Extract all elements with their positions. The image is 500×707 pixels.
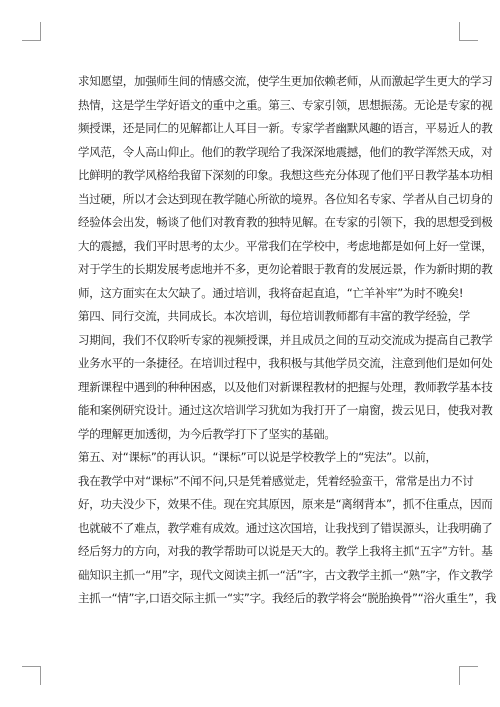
text-line: 师，这方面实在太欠缺了。通过培训，我将奋起直追，“亡羊补牢”为时不晚矣! [78,285,464,300]
text-line: 当过硬，所以才会达到现在教学随心所欲的境界。各位知名专家、学者从自己切身的 [78,191,493,206]
text-line: 习期间，我们不仅聆听专家的视频授课，并且成员之间的互动交流成为提高自己教学 [78,332,493,347]
text-line: 频授课，还是同仁的见解都让人耳目一新。专家学者幽默风趣的语言，平易近人的教 [78,121,493,135]
document-body [78,70,497,611]
crop-mark-bottom-left [22,666,41,685]
text-line: 热情，这是学生学好语文的重中之重。第三、专家引领，思想振荡。无论是专家的视 [78,97,493,112]
text-line: 对于学生的长期发展考虑地并不多，更勿论着眼于教育的发展远景，作为新时期的教 [78,262,493,276]
crop-mark-top-right [459,22,478,41]
text-line: 大的震撼，我们平时思考的太少。平常我们在学校中，考虑地都是如何上好一堂课， [78,238,493,253]
text-line: 能和案例研究设计。通过这次培训学习犹如为我打开了一扇窗，拨云见日，使我对教 [78,403,493,417]
text-line: 比鲜明的教学风格给我留下深刻的印象。我想这些充分体现了他们平日教学基本功相 [78,168,493,182]
crop-mark-top-left [22,22,41,41]
crop-mark-bottom-right [459,666,478,685]
text-line: 础知识主抓一“用”字，现代文阅读主抓一“活”字，古文教学主抓一“熟”字，作文教学 [78,567,493,582]
text-line: 主抓一“情”字,口语交际主抓一“实”字。我经后的教学将会“脱胎换骨”“浴火重生”，我 [78,591,497,605]
text-line: 学风范，令人高山仰止。他们的教学现给了我深深地震撼，他们的教学浑然天成，对 [78,144,493,159]
text-line: 好，功夫没少下，效果不佳。现在究其原因，原来是“离纲背本”，抓不住重点，因而 [78,497,493,511]
text-line: 第四、同行交流，共同成长。本次培训，每位培训教师都有丰富的教学经验，学 [78,309,470,323]
text-line: 第五、对“课标”的再认识。“课标”可以说是学校教学上的“宪法”。以前， [78,450,437,464]
text-line: 求知愿望，加强师生间的情感交流，使学生更加依赖老师，从而激起学生更大的学习 [78,74,493,88]
text-line: 我在教学中对“课标”不闻不问,只是凭着感觉走，凭着经验蛮干，常常是出力不讨 [78,473,474,488]
text-line: 学的理解更加透彻，为今后教学打下了坚实的基础。 [78,426,336,441]
text-line: 经后努力的方向，对我的教学帮助可以说是天大的。教学上我将主抓“五字”方针。基 [78,544,493,558]
text-line: 经验体会出发，畅谈了他们对教育教的独特见解。在专家的引领下，我的思想受到极 [78,215,493,229]
text-line: 也就破不了难点，教学难有成效。通过这次国培，让我找到了错误源头，让我明确了 [78,520,493,535]
text-line: 业务水平的一条捷径。在培训过程中，我积极与其他学员交流，注意到他们是如何处 [78,356,493,370]
text-line: 理新课程中遇到的种种困惑，以及他们对新课程教材的把握与处理，教师教学基本技 [78,379,493,394]
